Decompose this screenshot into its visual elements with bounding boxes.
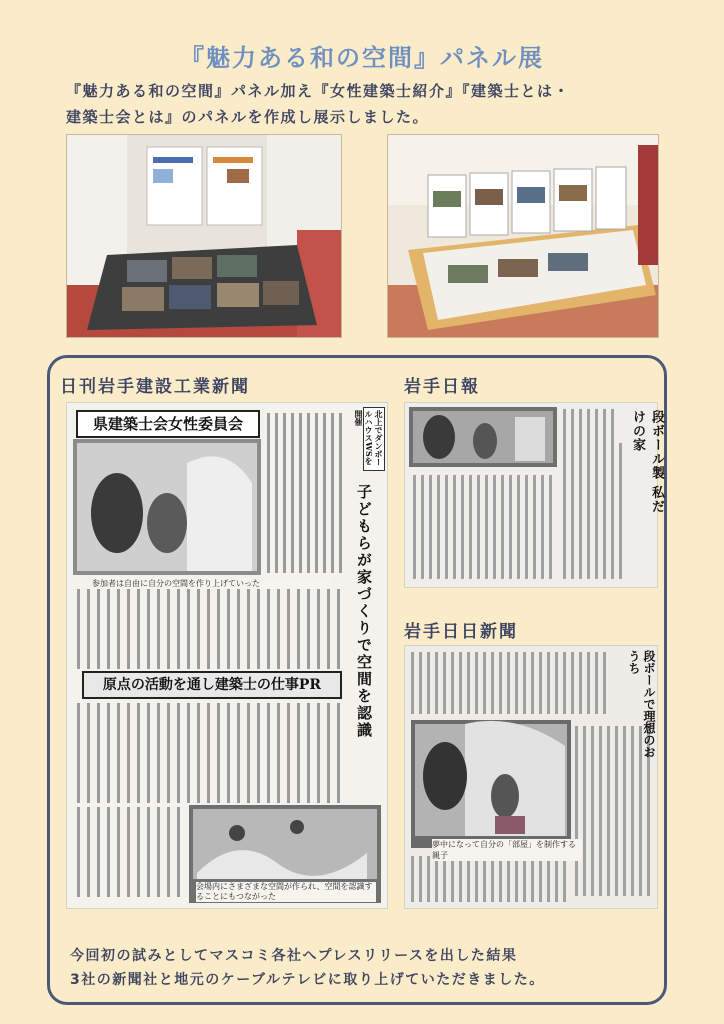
clipping-nikkan xyxy=(66,402,388,909)
iwate-nichinichi-photo-caption: 夢中になって自分の「部屋」を制作する親子 xyxy=(432,839,582,861)
exhibition-photo-table xyxy=(66,134,342,338)
intro-line-1: 『魅力ある和の空間』パネル加え『女性建築士紹介』『建築士とは・ xyxy=(66,82,571,100)
clipping-iwate-nippo xyxy=(404,402,658,588)
nikkan-headline: 県建築士会女性委員会 xyxy=(76,410,260,438)
intro-line-2: 建築士会とは』のパネルを作成し展示しました。 xyxy=(66,108,430,126)
iwate-nichinichi-vertical-title: 段ボールで理想のおうち xyxy=(627,650,656,758)
intro-text xyxy=(66,78,666,130)
newspaper-label-iwate-nichinichi: 岩手日日新聞 xyxy=(404,622,518,642)
newspaper-label-iwate-nippo: 岩手日報 xyxy=(404,377,480,397)
exhibition-photo-panels xyxy=(387,134,659,338)
outro-line-2: 3社の新聞社と地元のケーブルテレビに取り上げていただきました。 xyxy=(70,972,545,988)
outro-line-1: 今回初の試みとしてマスコミ各社へプレスリリースを出した結果 xyxy=(70,948,518,964)
nikkan-photo-caption-2: 会場内にさまざまな空間が作られ、空間を認識することにもつながった xyxy=(196,882,376,902)
nikkan-kicker: 北上でダンボールハウスWSを開催 xyxy=(363,407,385,471)
nikkan-vertical-title: 子どもらが家づくりで空間を認識 xyxy=(355,484,373,739)
nikkan-subheadline: 原点の活動を通し建築士の仕事PR xyxy=(82,671,342,699)
page-title: 『魅力ある和の空間』パネル展 xyxy=(180,44,544,72)
outro-text xyxy=(70,944,670,992)
nikkan-photo-caption-1: 参加者は自由に自分の空間を作り上げていった xyxy=(92,578,332,589)
clipping-iwate-nichinichi xyxy=(404,645,658,909)
newspaper-label-nikkan: 日刊岩手建設工業新聞 xyxy=(60,377,250,397)
iwate-nippo-vertical-title: 段ボール製 私だけの家 xyxy=(630,410,664,514)
